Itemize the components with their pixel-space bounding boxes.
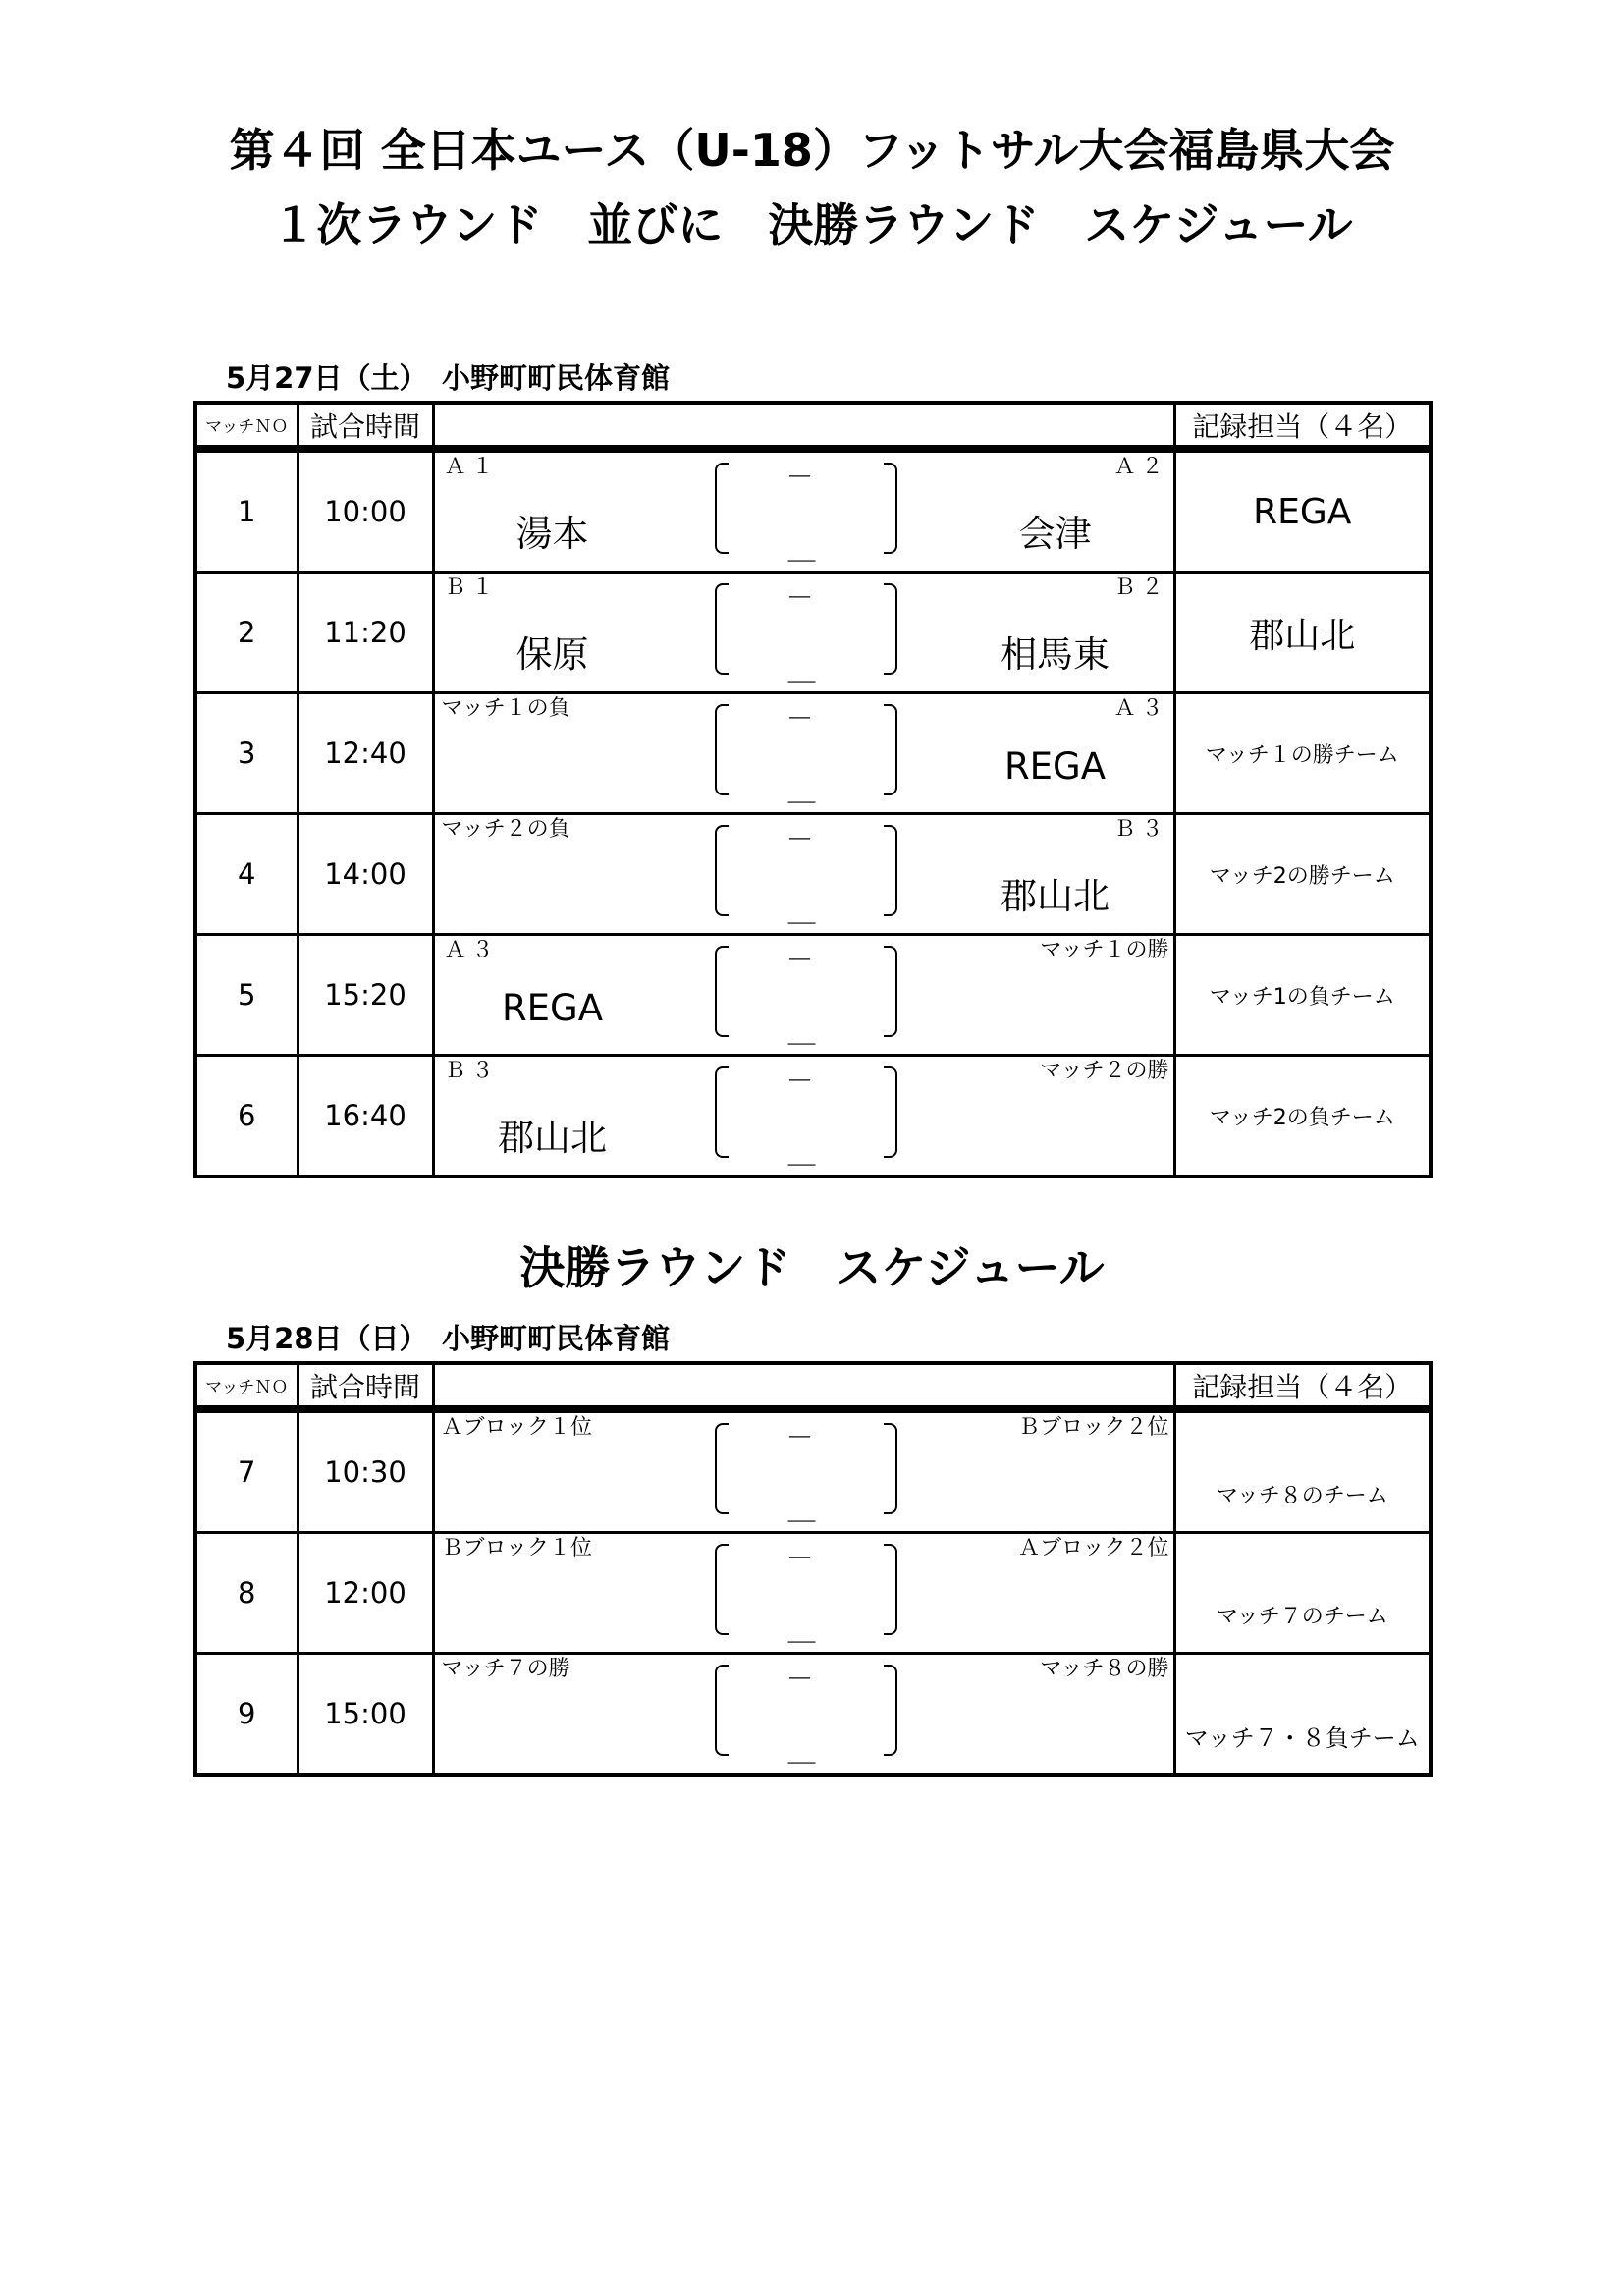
header-match	[433, 403, 1174, 447]
right-team: REGA	[1003, 745, 1107, 788]
recorder-label: マッチ８のチーム	[1216, 1483, 1388, 1508]
match-cell	[433, 935, 1174, 1056]
day1-schedule-table	[193, 401, 1433, 1178]
score-bracket-right	[884, 1665, 897, 1756]
score-bracket-right	[884, 704, 897, 795]
score-blank: ＿	[787, 774, 816, 806]
table-row	[195, 935, 1431, 1056]
match-time: 11:20	[298, 573, 433, 693]
score-bracket-right	[884, 463, 897, 554]
right-seed: Ｂブロック２位	[1017, 1415, 1169, 1440]
match-no: 5	[195, 935, 298, 1056]
score-blank: ＿	[787, 1613, 816, 1646]
left-seed: Ｂ３	[444, 1059, 500, 1083]
header-recorder: 記録担当（４名）	[1174, 1363, 1431, 1407]
match-time: 10:00	[298, 451, 433, 573]
left-team: 郡山北	[498, 1117, 607, 1159]
match-no: 4	[195, 814, 298, 935]
right-team: 郡山北	[1001, 875, 1110, 917]
recorder: マッチ１の勝チーム	[1174, 693, 1431, 814]
final-round-title: 決勝ラウンド スケジュール	[519, 1241, 1105, 1294]
left-seed: マッチ２の負	[441, 817, 570, 842]
match-time: 12:40	[298, 693, 433, 814]
score-bracket-left	[715, 704, 729, 795]
recorder	[1174, 1533, 1431, 1654]
score-bracket-right	[884, 1423, 897, 1514]
recorder: マッチ2の勝チーム	[1174, 814, 1431, 935]
score-blank: ＿	[787, 1015, 816, 1048]
table-row	[195, 451, 1431, 573]
header-match-no: マッチＮＯ	[195, 1363, 298, 1407]
score-bracket-left	[715, 1665, 729, 1756]
match-time: 10:30	[298, 1411, 433, 1533]
day1-date-venue: 5月27日（土） 小野町町民体育館	[226, 361, 671, 395]
recorder-label: マッチ７のチーム	[1216, 1604, 1388, 1629]
match-cell	[433, 693, 1174, 814]
score-bracket-right	[884, 1066, 897, 1158]
left-seed: マッチ１の負	[441, 696, 570, 721]
right-team: 相馬東	[1001, 633, 1110, 676]
right-seed: Ｂ３	[1113, 817, 1169, 842]
score-dash: －	[785, 1542, 814, 1574]
recorder-label: マッチ７・８負チーム	[1184, 1723, 1420, 1752]
left-seed: Ａ３	[444, 938, 500, 962]
score-blank: ＿	[787, 1493, 816, 1525]
score-blank: ＿	[787, 532, 816, 565]
match-cell	[433, 1056, 1174, 1177]
score-bracket-right	[884, 946, 897, 1037]
recorder	[1174, 1654, 1431, 1776]
table-row	[195, 573, 1431, 693]
right-seed: Ａ２	[1113, 455, 1169, 479]
score-blank: ＿	[787, 895, 816, 927]
table-row	[195, 693, 1431, 814]
header-time: 試合時間	[298, 403, 433, 447]
table-row	[195, 1411, 1431, 1533]
table-header	[195, 1363, 1431, 1407]
match-no: 9	[195, 1654, 298, 1776]
match-cell	[433, 814, 1174, 935]
table-row	[195, 814, 1431, 935]
match-no: 7	[195, 1411, 298, 1533]
left-seed: Ａブロック１位	[441, 1415, 593, 1440]
score-bracket-left	[715, 825, 729, 916]
recorder: REGA	[1174, 451, 1431, 573]
match-no: 6	[195, 1056, 298, 1177]
left-seed: Ｂブロック１位	[441, 1536, 593, 1560]
score-dash: －	[785, 702, 814, 735]
document-title: 第４回 全日本ユース（U-18）フットサル大会福島県大会	[229, 124, 1395, 177]
table-row	[195, 1533, 1431, 1654]
left-seed: Ａ１	[444, 455, 500, 479]
right-seed: Ａ３	[1113, 696, 1169, 721]
document-subtitle: １次ラウンド 並びに 決勝ラウンド スケジュール	[271, 198, 1353, 251]
match-no: 8	[195, 1533, 298, 1654]
right-seed: マッチ８の勝	[1040, 1657, 1169, 1681]
score-bracket-left	[715, 1066, 729, 1158]
table-row	[195, 1654, 1431, 1776]
score-blank: ＿	[787, 1136, 816, 1169]
score-bracket-right	[884, 1544, 897, 1635]
score-bracket-left	[715, 946, 729, 1037]
header-match	[433, 1363, 1174, 1407]
recorder: 郡山北	[1174, 573, 1431, 693]
score-bracket-right	[884, 583, 897, 675]
header-match-no: マッチＮＯ	[195, 403, 298, 447]
score-dash: －	[785, 823, 814, 855]
score-dash: －	[785, 944, 814, 976]
score-dash: －	[785, 1663, 814, 1695]
score-dash: －	[785, 1421, 814, 1453]
match-no: 3	[195, 693, 298, 814]
score-blank: ＿	[787, 1734, 816, 1767]
header-recorder: 記録担当（４名）	[1174, 403, 1431, 447]
recorder: マッチ1の負チーム	[1174, 935, 1431, 1056]
left-seed: Ｂ１	[444, 575, 500, 600]
right-seed: Ａブロック２位	[1017, 1536, 1169, 1560]
score-bracket-left	[715, 463, 729, 554]
recorder	[1174, 1411, 1431, 1533]
left-team: 湯本	[515, 513, 589, 555]
day2-schedule-table	[193, 1361, 1433, 1777]
match-no: 1	[195, 451, 298, 573]
match-cell	[433, 451, 1174, 573]
right-team: 会津	[1018, 513, 1092, 555]
match-cell	[433, 1411, 1174, 1533]
match-time: 16:40	[298, 1056, 433, 1177]
score-bracket-left	[715, 1423, 729, 1514]
right-seed: マッチ１の勝	[1040, 938, 1169, 962]
match-no: 2	[195, 573, 298, 693]
left-team: REGA	[501, 987, 604, 1029]
right-seed: マッチ２の勝	[1040, 1059, 1169, 1083]
match-cell	[433, 1533, 1174, 1654]
table-row	[195, 1056, 1431, 1177]
recorder: マッチ2の負チーム	[1174, 1056, 1431, 1177]
score-dash: －	[785, 581, 814, 614]
match-cell	[433, 1654, 1174, 1776]
score-dash: －	[785, 461, 814, 493]
score-bracket-left	[715, 1544, 729, 1635]
score-blank: ＿	[787, 653, 816, 685]
header-time: 試合時間	[298, 1363, 433, 1407]
match-time: 12:00	[298, 1533, 433, 1654]
score-bracket-left	[715, 583, 729, 675]
left-seed: マッチ７の勝	[441, 1657, 570, 1681]
right-seed: Ｂ２	[1113, 575, 1169, 600]
match-cell	[433, 573, 1174, 693]
table-header	[195, 403, 1431, 447]
score-bracket-right	[884, 825, 897, 916]
left-team: 保原	[515, 633, 589, 676]
match-time: 15:00	[298, 1654, 433, 1776]
day2-date-venue: 5月28日（日） 小野町町民体育館	[226, 1322, 671, 1355]
match-time: 15:20	[298, 935, 433, 1056]
score-dash: －	[785, 1065, 814, 1097]
match-time: 14:00	[298, 814, 433, 935]
